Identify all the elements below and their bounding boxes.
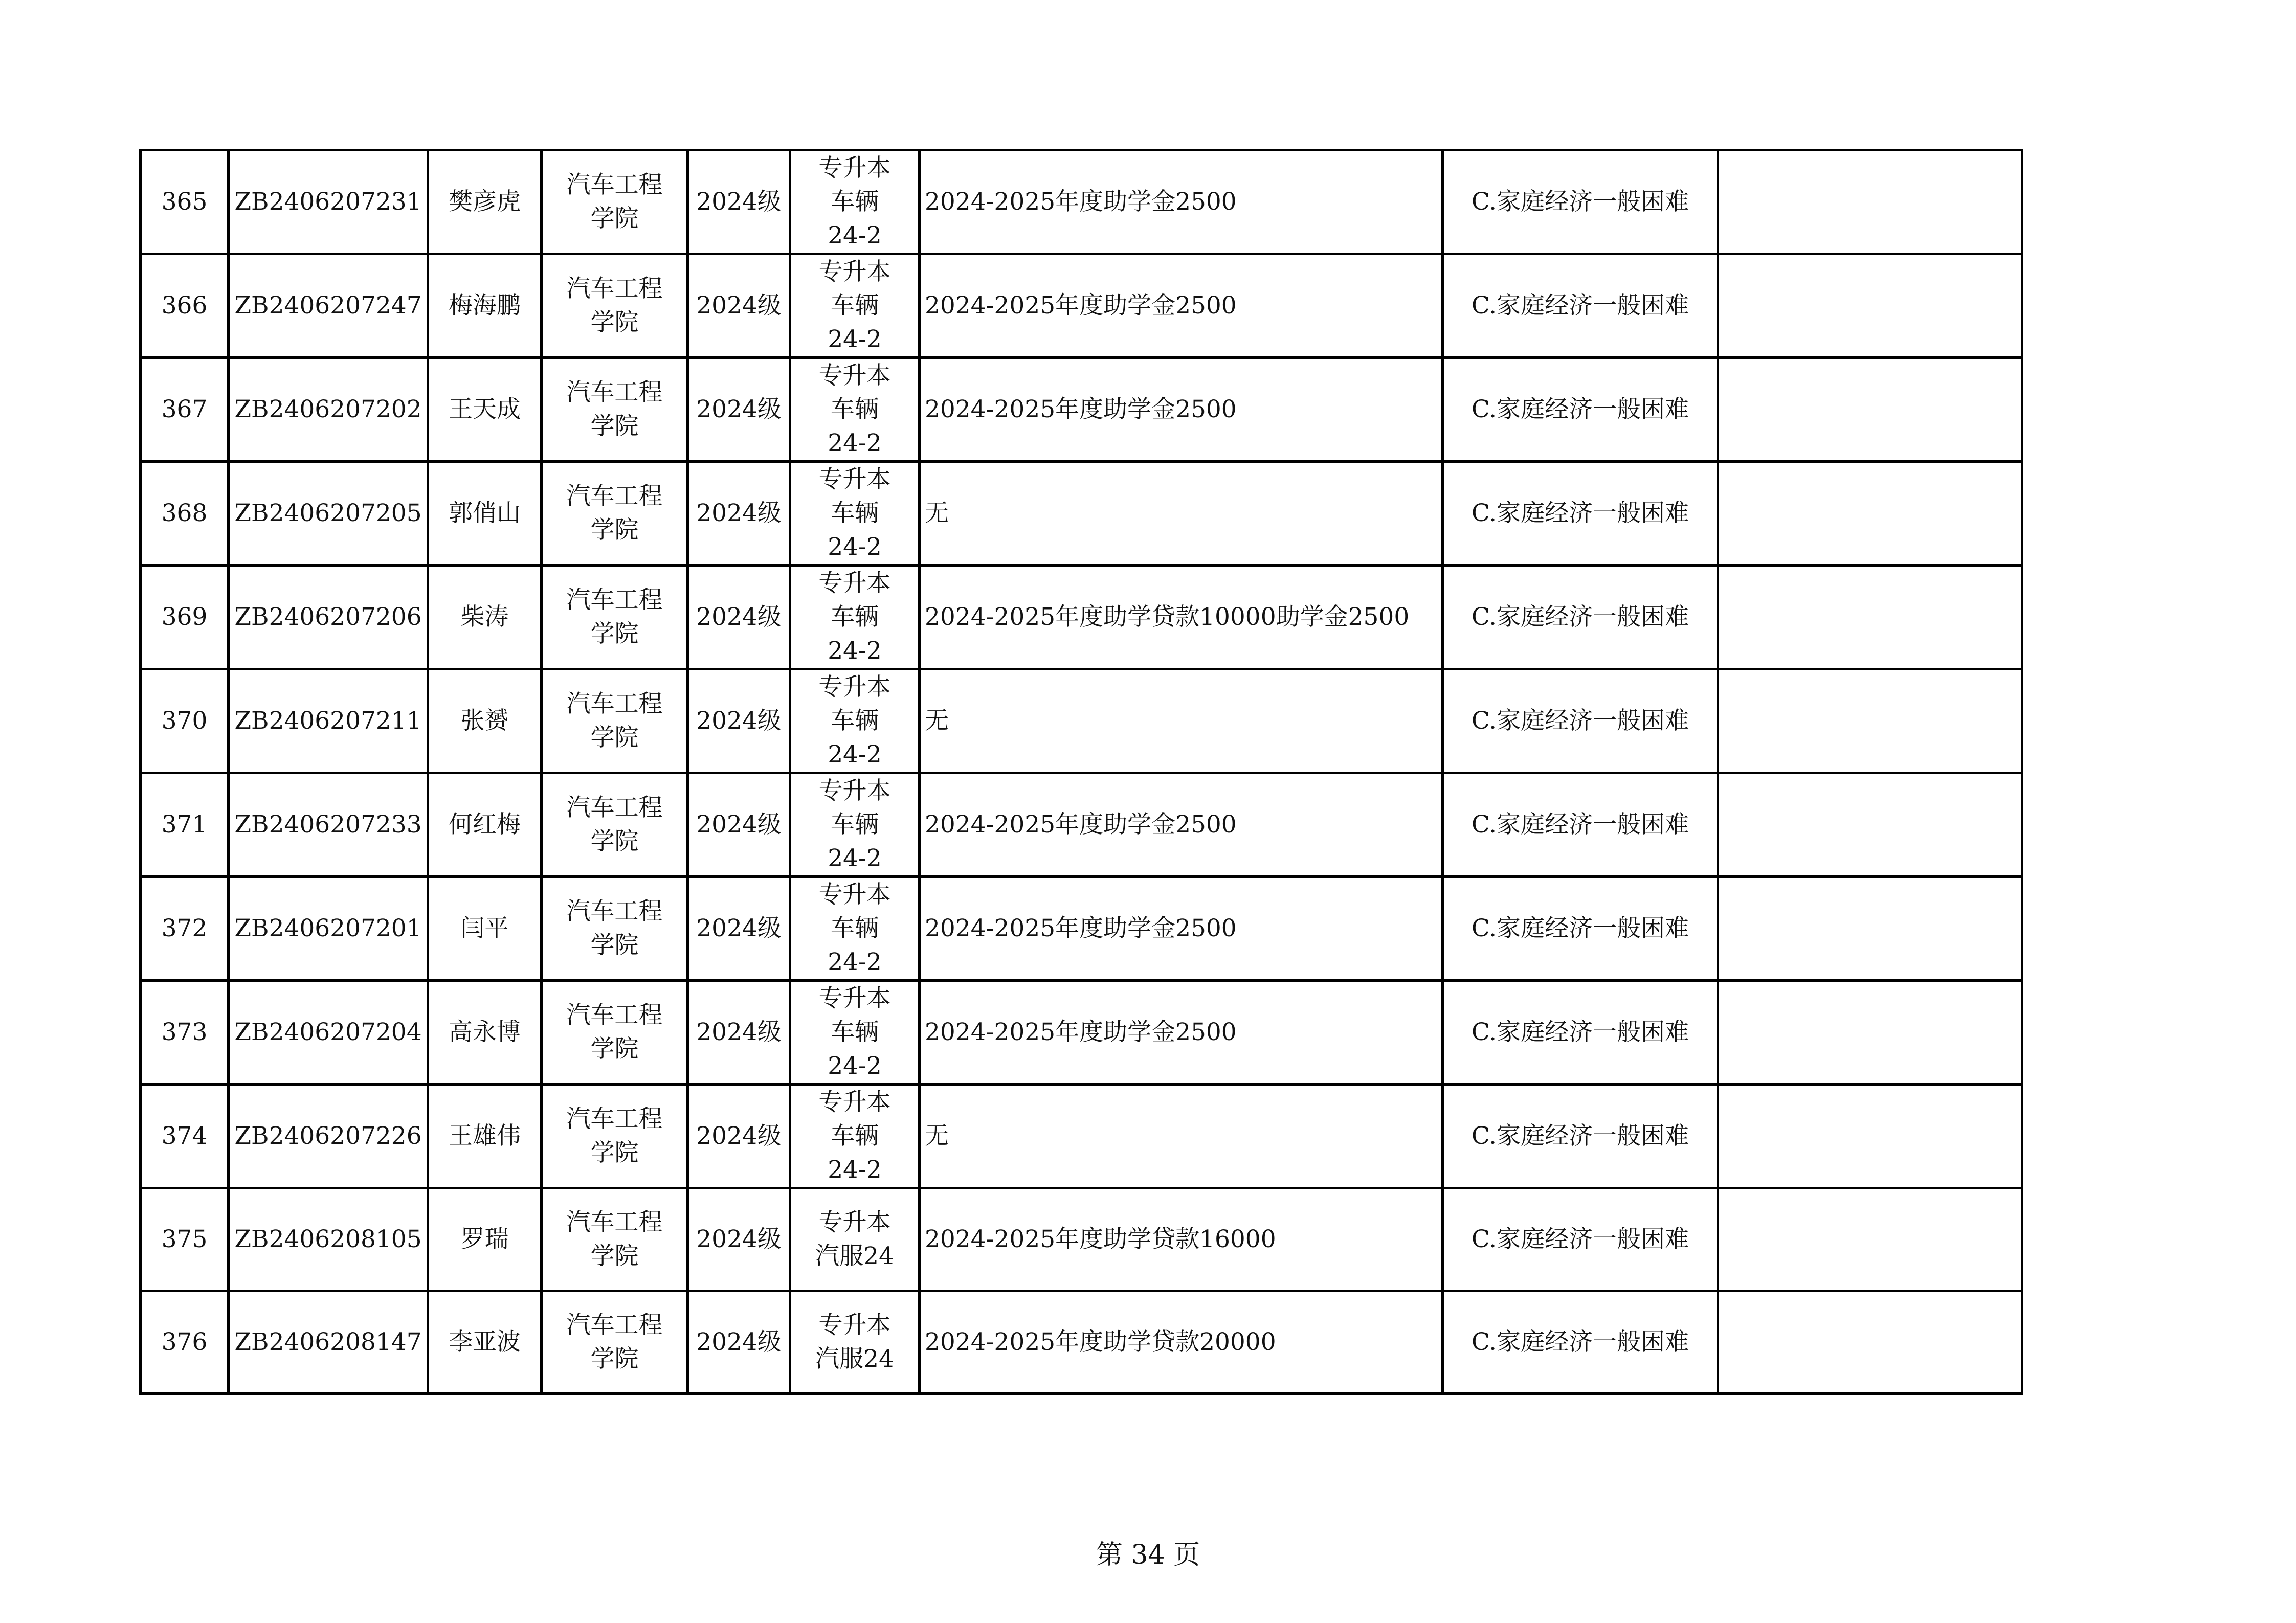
- award-text: 2024-2025年度助学贷款16000: [925, 1225, 1276, 1253]
- student-id: ZB2406207231: [234, 188, 422, 216]
- hardship-level-cell: [1443, 566, 1718, 669]
- table-row: [141, 877, 2022, 981]
- student-name: 樊彦虎: [449, 188, 521, 216]
- award-cell: [920, 358, 1443, 462]
- class-line: 车辆: [831, 1018, 879, 1046]
- hardship-level: C.家庭经济一般困难: [1471, 1018, 1689, 1046]
- college-line: 汽车工程: [566, 690, 663, 718]
- college-line: 汽车工程: [566, 1208, 663, 1236]
- student-name: 王雄伟: [449, 1122, 521, 1150]
- class-line: 专升本: [818, 673, 891, 701]
- grade-cell: [688, 254, 790, 358]
- note-cell: [1718, 877, 2022, 981]
- table-row: [141, 1291, 2022, 1394]
- class-cell: [790, 1188, 920, 1291]
- grade: 2024级: [696, 291, 782, 320]
- class-line: 车辆: [831, 603, 879, 631]
- student-id: ZB2406207233: [234, 810, 422, 839]
- award-cell: [920, 1188, 1443, 1291]
- row-number-cell: [141, 358, 229, 462]
- award-text: 2024-2025年度助学金2500: [925, 914, 1237, 942]
- hardship-level: C.家庭经济一般困难: [1471, 1225, 1689, 1253]
- college-line: 汽车工程: [566, 1311, 663, 1339]
- college-line: 汽车工程: [566, 482, 663, 510]
- row-number: 373: [161, 1018, 208, 1046]
- college-line: 汽车工程: [566, 586, 663, 614]
- college-line: 学院: [590, 827, 639, 855]
- note-cell: [1718, 254, 2022, 358]
- student-id-cell: [229, 1291, 428, 1394]
- class-cell: [790, 669, 920, 773]
- student-id-cell: [229, 981, 428, 1085]
- row-number: 368: [161, 499, 208, 527]
- hardship-level: C.家庭经济一般困难: [1471, 1122, 1689, 1150]
- row-number-cell: [141, 566, 229, 669]
- college-cell: [542, 1291, 688, 1394]
- note-cell: [1718, 981, 2022, 1085]
- hardship-level: C.家庭经济一般困难: [1471, 499, 1689, 527]
- hardship-level-cell: [1443, 1291, 1718, 1394]
- grade: 2024级: [696, 1328, 782, 1356]
- class-cell: [790, 1085, 920, 1188]
- class-line: 汽服24: [815, 1242, 894, 1270]
- student-aid-table: [139, 149, 2023, 1395]
- row-number-cell: [141, 150, 229, 254]
- college-line: 学院: [590, 1035, 639, 1063]
- row-number-cell: [141, 1188, 229, 1291]
- college-line: 学院: [590, 724, 639, 752]
- hardship-level-cell: [1443, 150, 1718, 254]
- class-line: 24-2: [828, 844, 882, 872]
- class-cell: [790, 877, 920, 981]
- note-cell: [1718, 1291, 2022, 1394]
- award-text: 2024-2025年度助学金2500: [925, 810, 1237, 839]
- grade-cell: [688, 981, 790, 1085]
- hardship-level-cell: [1443, 773, 1718, 877]
- class-line: 车辆: [831, 499, 879, 527]
- student-id: ZB2406207205: [234, 499, 422, 527]
- class-line: 24-2: [828, 1052, 882, 1080]
- award-text: 2024-2025年度助学金2500: [925, 395, 1237, 423]
- class-line: 24-2: [828, 1156, 882, 1184]
- grade-cell: [688, 462, 790, 566]
- award-cell: [920, 462, 1443, 566]
- grade: 2024级: [696, 1225, 782, 1253]
- hardship-level: C.家庭经济一般困难: [1471, 188, 1689, 216]
- college-cell: [542, 358, 688, 462]
- college-line: 汽车工程: [566, 275, 663, 303]
- table-row: [141, 1188, 2022, 1291]
- class-line: 专升本: [818, 154, 891, 182]
- college-line: 学院: [590, 412, 639, 440]
- table-row: [141, 773, 2022, 877]
- table-body: [141, 150, 2022, 1394]
- student-id: ZB2406207211: [234, 707, 422, 735]
- student-id-cell: [229, 1085, 428, 1188]
- class-line: 专升本: [818, 881, 891, 909]
- hardship-level-cell: [1443, 254, 1718, 358]
- award-cell: [920, 877, 1443, 981]
- note-cell: [1718, 1085, 2022, 1188]
- college-line: 汽车工程: [566, 897, 663, 926]
- award-cell: [920, 150, 1443, 254]
- hardship-level-cell: [1443, 669, 1718, 773]
- student-name-cell: [428, 877, 542, 981]
- college-cell: [542, 981, 688, 1085]
- college-line: 学院: [590, 308, 639, 336]
- table-row: [141, 462, 2022, 566]
- student-id-cell: [229, 669, 428, 773]
- hardship-level: C.家庭经济一般困难: [1471, 1328, 1689, 1356]
- student-id: ZB2406207204: [234, 1018, 422, 1046]
- hardship-level: C.家庭经济一般困难: [1471, 291, 1689, 320]
- award-cell: [920, 981, 1443, 1085]
- award-cell: [920, 254, 1443, 358]
- class-line: 专升本: [818, 1208, 891, 1236]
- college-line: 汽车工程: [566, 378, 663, 407]
- row-number: 374: [161, 1122, 208, 1150]
- grade: 2024级: [696, 395, 782, 423]
- student-name-cell: [428, 566, 542, 669]
- table-row: [141, 254, 2022, 358]
- class-cell: [790, 981, 920, 1085]
- grade: 2024级: [696, 188, 782, 216]
- award-cell: [920, 1085, 1443, 1188]
- class-cell: [790, 150, 920, 254]
- student-id-cell: [229, 150, 428, 254]
- student-id-cell: [229, 566, 428, 669]
- award-cell: [920, 1291, 1443, 1394]
- grade: 2024级: [696, 810, 782, 839]
- row-number-cell: [141, 1291, 229, 1394]
- student-name-cell: [428, 1085, 542, 1188]
- student-name-cell: [428, 981, 542, 1085]
- grade: 2024级: [696, 603, 782, 631]
- row-number: 370: [161, 707, 208, 735]
- row-number-cell: [141, 254, 229, 358]
- note-cell: [1718, 773, 2022, 877]
- college-line: 学院: [590, 1242, 639, 1270]
- student-name-cell: [428, 1188, 542, 1291]
- row-number-cell: [141, 1085, 229, 1188]
- row-number-cell: [141, 773, 229, 877]
- note-cell: [1718, 462, 2022, 566]
- row-number-cell: [141, 877, 229, 981]
- class-line: 24-2: [828, 948, 882, 976]
- grade-cell: [688, 1188, 790, 1291]
- table-row: [141, 150, 2022, 254]
- class-line: 24-2: [828, 740, 882, 769]
- class-line: 车辆: [831, 188, 879, 216]
- row-number: 371: [161, 810, 208, 839]
- award-cell: [920, 566, 1443, 669]
- grade-cell: [688, 877, 790, 981]
- award-text: 无: [925, 1122, 949, 1150]
- award-text: 无: [925, 499, 949, 527]
- class-line: 专升本: [818, 569, 891, 597]
- student-name: 梅海鹏: [449, 291, 521, 320]
- student-name-cell: [428, 254, 542, 358]
- student-name: 李亚波: [449, 1328, 521, 1356]
- college-cell: [542, 669, 688, 773]
- class-cell: [790, 462, 920, 566]
- hardship-level: C.家庭经济一般困难: [1471, 603, 1689, 631]
- table-row: [141, 566, 2022, 669]
- award-cell: [920, 773, 1443, 877]
- student-id: ZB2406207206: [234, 603, 422, 631]
- grade: 2024级: [696, 499, 782, 527]
- student-id: ZB2406207201: [234, 914, 422, 942]
- hardship-level: C.家庭经济一般困难: [1471, 810, 1689, 839]
- student-id: ZB2406208105: [234, 1225, 422, 1253]
- award-text: 2024-2025年度助学贷款20000: [925, 1328, 1276, 1356]
- award-text: 2024-2025年度助学金2500: [925, 188, 1237, 216]
- student-id-cell: [229, 358, 428, 462]
- student-name-cell: [428, 1291, 542, 1394]
- college-cell: [542, 1085, 688, 1188]
- row-number-cell: [141, 462, 229, 566]
- table-row: [141, 981, 2022, 1085]
- class-line: 车辆: [831, 707, 879, 735]
- class-line: 24-2: [828, 325, 882, 353]
- class-line: 专升本: [818, 362, 891, 390]
- college-line: 学院: [590, 931, 639, 959]
- row-number-cell: [141, 981, 229, 1085]
- row-number-cell: [141, 669, 229, 773]
- college-cell: [542, 1188, 688, 1291]
- hardship-level-cell: [1443, 1188, 1718, 1291]
- table-row: [141, 669, 2022, 773]
- class-line: 24-2: [828, 429, 882, 457]
- hardship-level-cell: [1443, 1085, 1718, 1188]
- student-id: ZB2406207226: [234, 1122, 422, 1150]
- row-number: 367: [161, 395, 208, 423]
- student-id-cell: [229, 1188, 428, 1291]
- student-name: 王天成: [449, 395, 521, 423]
- class-line: 24-2: [828, 221, 882, 250]
- grade-cell: [688, 150, 790, 254]
- note-cell: [1718, 150, 2022, 254]
- student-id-cell: [229, 877, 428, 981]
- class-line: 专升本: [818, 984, 891, 1012]
- row-number: 372: [161, 914, 208, 942]
- hardship-level: C.家庭经济一般困难: [1471, 707, 1689, 735]
- student-id: ZB2406207247: [234, 291, 422, 320]
- grade: 2024级: [696, 1018, 782, 1046]
- class-cell: [790, 1291, 920, 1394]
- hardship-level: C.家庭经济一般困难: [1471, 395, 1689, 423]
- row-number: 369: [161, 603, 208, 631]
- student-name: 柴涛: [460, 603, 509, 631]
- award-text: 2024-2025年度助学金2500: [925, 291, 1237, 320]
- college-line: 学院: [590, 205, 639, 233]
- college-cell: [542, 773, 688, 877]
- student-id-cell: [229, 254, 428, 358]
- grade: 2024级: [696, 1122, 782, 1150]
- grade: 2024级: [696, 914, 782, 942]
- student-name-cell: [428, 669, 542, 773]
- student-name-cell: [428, 462, 542, 566]
- note-cell: [1718, 358, 2022, 462]
- note-cell: [1718, 566, 2022, 669]
- student-id-cell: [229, 462, 428, 566]
- class-line: 车辆: [831, 810, 879, 839]
- hardship-level-cell: [1443, 358, 1718, 462]
- student-name-cell: [428, 773, 542, 877]
- row-number: 365: [161, 188, 208, 216]
- award-cell: [920, 669, 1443, 773]
- grade-cell: [688, 1291, 790, 1394]
- class-line: 专升本: [818, 1311, 891, 1339]
- class-line: 专升本: [818, 777, 891, 805]
- college-line: 汽车工程: [566, 1105, 663, 1133]
- student-id-cell: [229, 773, 428, 877]
- class-line: 24-2: [828, 637, 882, 665]
- college-cell: [542, 877, 688, 981]
- award-text: 2024-2025年度助学贷款10000助学金2500: [925, 603, 1410, 631]
- class-line: 车辆: [831, 914, 879, 942]
- college-line: 汽车工程: [566, 171, 663, 199]
- class-line: 专升本: [818, 258, 891, 286]
- class-line: 专升本: [818, 1088, 891, 1116]
- class-cell: [790, 254, 920, 358]
- class-line: 专升本: [818, 465, 891, 493]
- note-cell: [1718, 669, 2022, 773]
- college-cell: [542, 150, 688, 254]
- class-line: 24-2: [828, 533, 882, 561]
- college-line: 学院: [590, 620, 639, 648]
- class-line: 车辆: [831, 291, 879, 320]
- student-name: 罗瑞: [460, 1225, 509, 1253]
- college-cell: [542, 254, 688, 358]
- award-text: 无: [925, 707, 949, 735]
- award-text: 2024-2025年度助学金2500: [925, 1018, 1237, 1046]
- grade-cell: [688, 1085, 790, 1188]
- class-line: 车辆: [831, 395, 879, 423]
- college-cell: [542, 566, 688, 669]
- college-line: 学院: [590, 1139, 639, 1167]
- grade-cell: [688, 773, 790, 877]
- class-line: 汽服24: [815, 1345, 894, 1373]
- hardship-level-cell: [1443, 877, 1718, 981]
- table-row: [141, 358, 2022, 462]
- class-cell: [790, 358, 920, 462]
- student-id: ZB2406207202: [234, 395, 422, 423]
- grade-cell: [688, 566, 790, 669]
- class-line: 车辆: [831, 1122, 879, 1150]
- table-row: [141, 1085, 2022, 1188]
- hardship-level-cell: [1443, 462, 1718, 566]
- student-name: 闫平: [460, 914, 509, 942]
- student-name-cell: [428, 358, 542, 462]
- student-name: 高永博: [449, 1018, 521, 1046]
- hardship-level-cell: [1443, 981, 1718, 1085]
- college-line: 学院: [590, 1345, 639, 1373]
- grade-cell: [688, 358, 790, 462]
- row-number: 375: [161, 1225, 208, 1253]
- class-cell: [790, 566, 920, 669]
- row-number: 376: [161, 1328, 208, 1356]
- hardship-level: C.家庭经济一般困难: [1471, 914, 1689, 942]
- page-number: 第 34 页: [1096, 1540, 1200, 1570]
- row-number: 366: [161, 291, 208, 320]
- college-line: 学院: [590, 516, 639, 544]
- grade: 2024级: [696, 707, 782, 735]
- college-line: 汽车工程: [566, 794, 663, 822]
- college-line: 汽车工程: [566, 1001, 663, 1029]
- grade-cell: [688, 669, 790, 773]
- student-name: 何红梅: [449, 810, 521, 839]
- student-name: 张赟: [460, 707, 509, 735]
- class-cell: [790, 773, 920, 877]
- student-name: 郭俏山: [449, 499, 521, 527]
- college-cell: [542, 462, 688, 566]
- student-name-cell: [428, 150, 542, 254]
- student-id: ZB2406208147: [234, 1328, 422, 1356]
- note-cell: [1718, 1188, 2022, 1291]
